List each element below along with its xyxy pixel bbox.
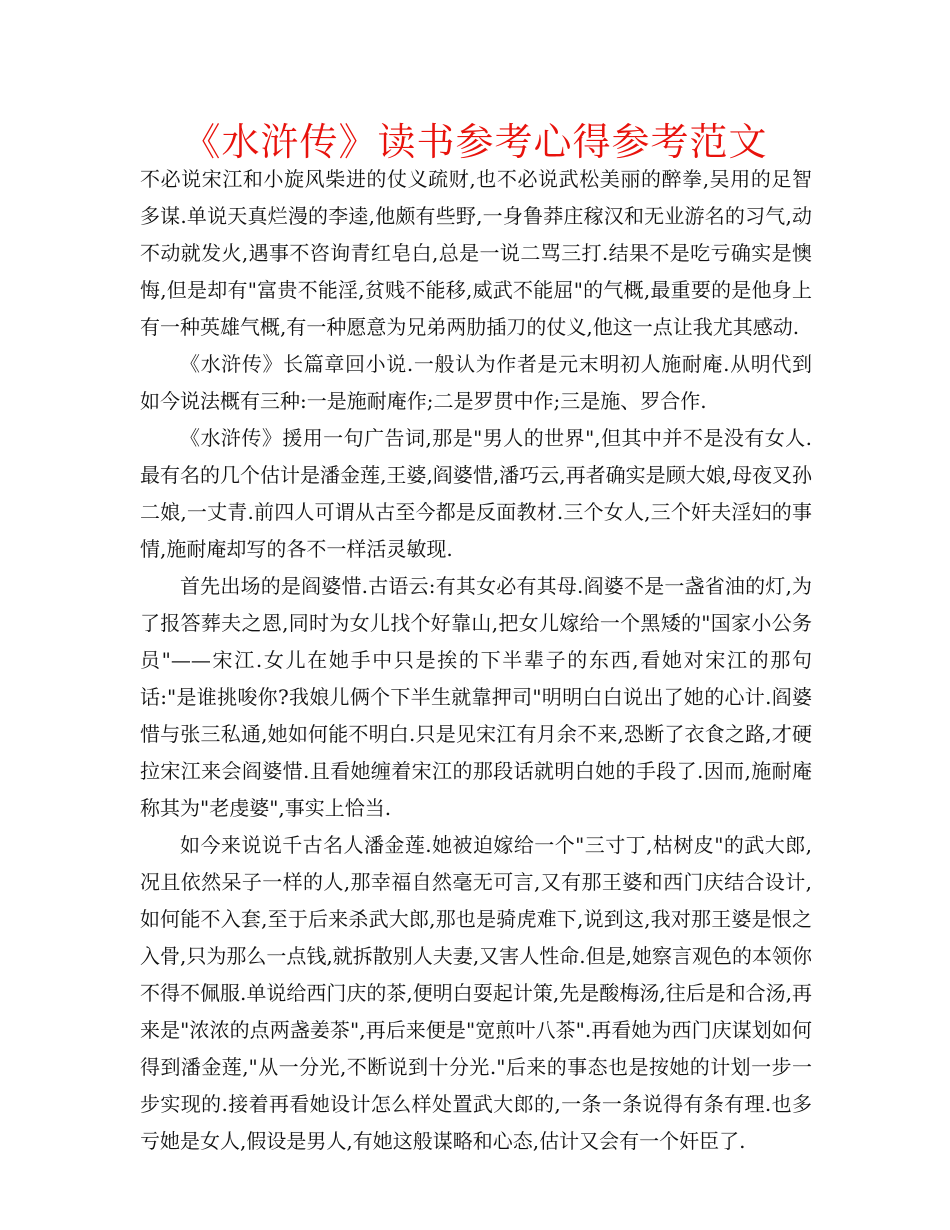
paragraph-2: 《水浒传》长篇章回小说.一般认为作者是元末明初人施耐庵.从明代到如今说法概有三种:一是施耐庵作;二是罗贯中作;三是施、罗合作.	[140, 352, 812, 413]
paragraph-1: 不必说宋江和小旋风柴进的仗义疏财,也不必说武松美丽的醉拳,吴用的足智多谋.单说天真烂漫的李逵,他颇有些野,一身鲁莽庄稼汉和无业游名的习气,动不动就发火,遇事不咨询青红皂白,总是一说二骂三打.结果不是吃亏确实是懊悔,但是却有"富贵不能淫,贫贱不能移,威武不能屈"的气概,最重要的是他身上有一种英雄气概,有一种愿意为兄弟两肋插刀的仗义,他这一点让我尤其感动.	[140, 167, 812, 339]
document-title: 《水浒传》读书参考心得参考范文	[182, 120, 768, 164]
paragraph-5: 如今来说说千古名人潘金莲.她被迫嫁给一个"三寸丁,枯树皮"的武大郎,况且依然呆子一样的人,那幸福自然毫无可言,又有那王婆和西门庆结合设计,如何能不入套,至于后来杀武大郎,那也是骑虎难下,说到这,我对那王婆是恨之入骨,只为那么一点钱,就拆散别人夫妻,又害人性命.但是,她察言观色的本领你不得不佩服.单说给西门庆的茶,便明白耍起计策,先是酸梅汤,往后是和合汤,再来是"浓浓的点两盏姜茶",再后来便是"宽煎叶八茶".再看她为西门庆谋划如何得到潘金莲,"从一分光,不断说到十分光."后来的事态也是按她的计划一步一步实现的.接着再看她设计怎么样处置武大郎的,一条一条说得有条有理.也多亏她是女人,假设是男人,有她这般谋略和心态,估计又会有一个奸臣了.	[140, 833, 812, 1153]
paragraph-4: 首先出场的是阎婆惜.古语云:有其女必有其母.阎婆不是一盏省油的灯,为了报答葬夫之恩,同时为女儿找个好靠山,把女儿嫁给一个黑矮的"国家小公务员"——宋江.女儿在她手中只是挨的下半辈子的东西,看她对宋江的那句话:"是谁挑唆你?我娘儿俩个下半生就靠押司"明明白白说出了她的心计.阎婆惜与张三私通,她如何能不明白.只是见宋江有月余不来,恐断了衣食之路,才硬拉宋江来会阎婆惜.且看她缠着宋江的那段话就明白她的手段了.因而,施耐庵称其为"老虔婆",事实上恰当.	[140, 574, 812, 820]
paragraph-3: 《水浒传》援用一句广告词,那是"男人的世界",但其中并不是没有女人.最有名的几个估计是潘金莲,王婆,阎婆惜,潘巧云,再者确实是顾大娘,母夜叉孙二娘,一丈青.前四人可谓从古至今都是反面教材.三个女人,三个奸夫淫妇的事情,施耐庵却写的各不一样活灵敏现.	[140, 426, 812, 561]
document-body	[140, 161, 812, 1160]
